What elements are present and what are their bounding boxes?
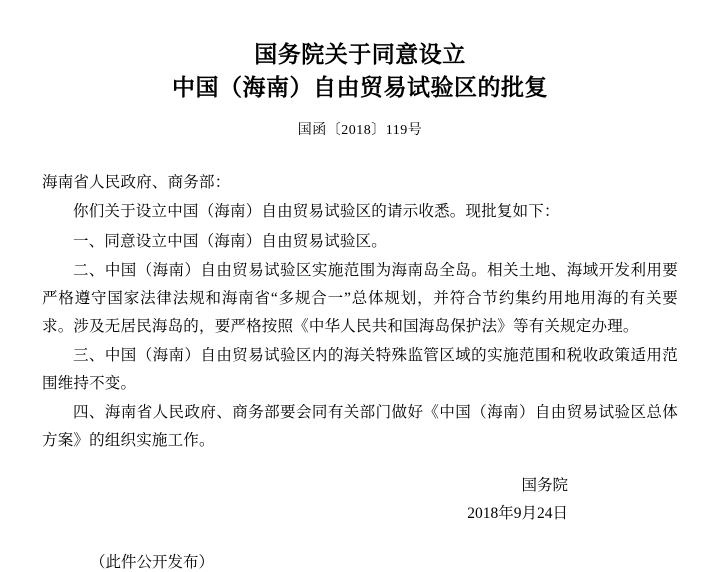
document-title (42, 38, 678, 105)
signature-date: 2018年9月24日 (467, 505, 568, 523)
publication-note: （此件公开发布） (90, 554, 215, 572)
paragraph-item-2: 二、中国（海南）自由贸易试验区实施范围为海南岛全岛。相关土地、海域开发利用要严格遵守国家法律法规和海南省“多规合一”总体规划，并符合节约集约用地用海的有关要求。涉及无居民海岛的，要严格按照《中华人民共和国海岛保护法》等有关规定办理。 (42, 262, 678, 335)
paragraph-item-1: 一、同意设立中国（海南）自由贸易试验区。 (73, 232, 388, 250)
document-body (42, 169, 678, 455)
recipient-line: 海南省人民政府、商务部： (42, 173, 231, 191)
document-title-line-1: 国务院关于同意设立 (254, 42, 466, 67)
paragraph-intro: 你们关于设立中国（海南）自由贸易试验区的请示收悉。现批复如下： (73, 203, 560, 221)
document-number: 国函〔2018〕119号 (297, 122, 423, 138)
paragraph-item-3: 三、中国（海南）自由贸易试验区内的海关特殊监管区域的实施范围和税收政策适用范围维持不变。 (42, 347, 678, 392)
signer-name: 国务院 (521, 477, 568, 495)
signature-block (42, 472, 678, 528)
paragraph-item-4: 四、海南省人民政府、商务部要会同有关部门做好《中国（海南）自由贸易试验区总体方案》的组织实施工作。 (42, 404, 678, 449)
document-title-line-2: 中国（海南）自由贸易试验区的批复 (172, 75, 548, 101)
